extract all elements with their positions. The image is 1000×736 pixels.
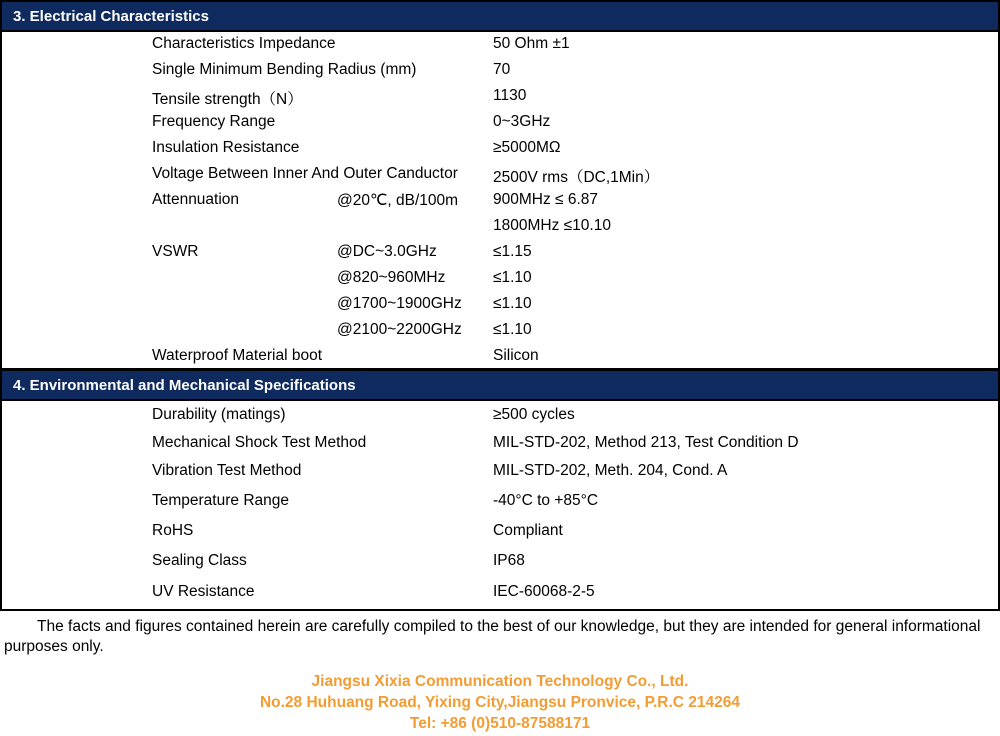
- company-tel: Tel: +86 (0)510-87588171: [409, 715, 591, 732]
- spec-condition: @1700~1900GHz: [337, 295, 462, 312]
- company-name: Jiangsu Xixia Communication Technology Co., Ltd.: [311, 673, 689, 690]
- spec-value: 900MHz ≤ 6.87: [493, 191, 599, 208]
- spec-condition: @20℃, dB/100m: [337, 192, 459, 209]
- spec-value: ≤1.10: [493, 269, 532, 286]
- spec-name: Temperature Range: [152, 492, 289, 509]
- spec-value: IEC-60068-2-5: [493, 583, 595, 600]
- spec-name: Single Minimum Bending Radius (mm): [152, 61, 417, 78]
- spec-value: Silicon: [493, 347, 539, 364]
- spec-value: ≥500 cycles: [493, 406, 575, 423]
- spec-name: Vibration Test Method: [152, 462, 302, 479]
- company-address: No.28 Huhuang Road, Yixing City,Jiangsu Pronvice, P.R.C 214264: [259, 694, 741, 711]
- spec-name: Voltage Between Inner And Outer Canductor: [152, 165, 458, 182]
- spec-name: Insulation Resistance: [152, 139, 300, 156]
- spec-name: Characteristics Impedance: [152, 35, 336, 52]
- spec-name: Waterproof Material boot: [152, 347, 323, 364]
- spec-value: 1130: [493, 87, 527, 104]
- spec-value: MIL-STD-202, Meth. 204, Cond. A: [493, 462, 728, 479]
- spec-value: 1800MHz ≤10.10: [493, 217, 611, 234]
- spec-value: 0~3GHz: [493, 113, 551, 130]
- spec-name: Mechanical Shock Test Method: [152, 434, 367, 451]
- spec-name: Frequency Range: [152, 113, 276, 130]
- spec-name: VSWR: [152, 243, 199, 260]
- spec-value: -40°C to +85°C: [493, 492, 599, 509]
- spec-value: ≤1.10: [493, 295, 532, 312]
- spec-value: MIL-STD-202, Method 213, Test Condition D: [493, 434, 799, 451]
- spec-value: ≥5000MΩ: [493, 139, 561, 156]
- spec-value: Compliant: [493, 522, 563, 539]
- environmental-header: 4. Environmental and Mechanical Specifications: [2, 371, 998, 401]
- spec-value: 2500V rms（DC,1Min）: [493, 169, 660, 186]
- spec-value: IP68: [493, 552, 525, 569]
- spec-name: RoHS: [152, 522, 194, 539]
- spec-condition: @820~960MHz: [337, 269, 446, 286]
- spec-condition: @2100~2200GHz: [337, 321, 462, 338]
- spec-name: UV Resistance: [152, 583, 255, 600]
- environmental-section: [0, 369, 1000, 611]
- electrical-header: 3. Electrical Characteristics: [2, 2, 998, 32]
- spec-name: Durability (matings): [152, 406, 286, 423]
- spec-value: ≤1.10: [493, 321, 532, 338]
- spec-condition: @DC~3.0GHz: [337, 243, 437, 260]
- spec-name: Sealing Class: [152, 552, 247, 569]
- spec-value: ≤1.15: [493, 243, 532, 260]
- spec-name: Tensile strength（N）: [152, 91, 303, 108]
- disclaimer-text: The facts and figures contained herein are carefully compiled to the best of our knowledge, but they are intended for general informational purposes only.: [4, 618, 981, 655]
- spec-value: 70: [493, 61, 511, 78]
- spec-value: 50 Ohm ±1: [493, 35, 570, 52]
- spec-name: Attennuation: [152, 191, 240, 208]
